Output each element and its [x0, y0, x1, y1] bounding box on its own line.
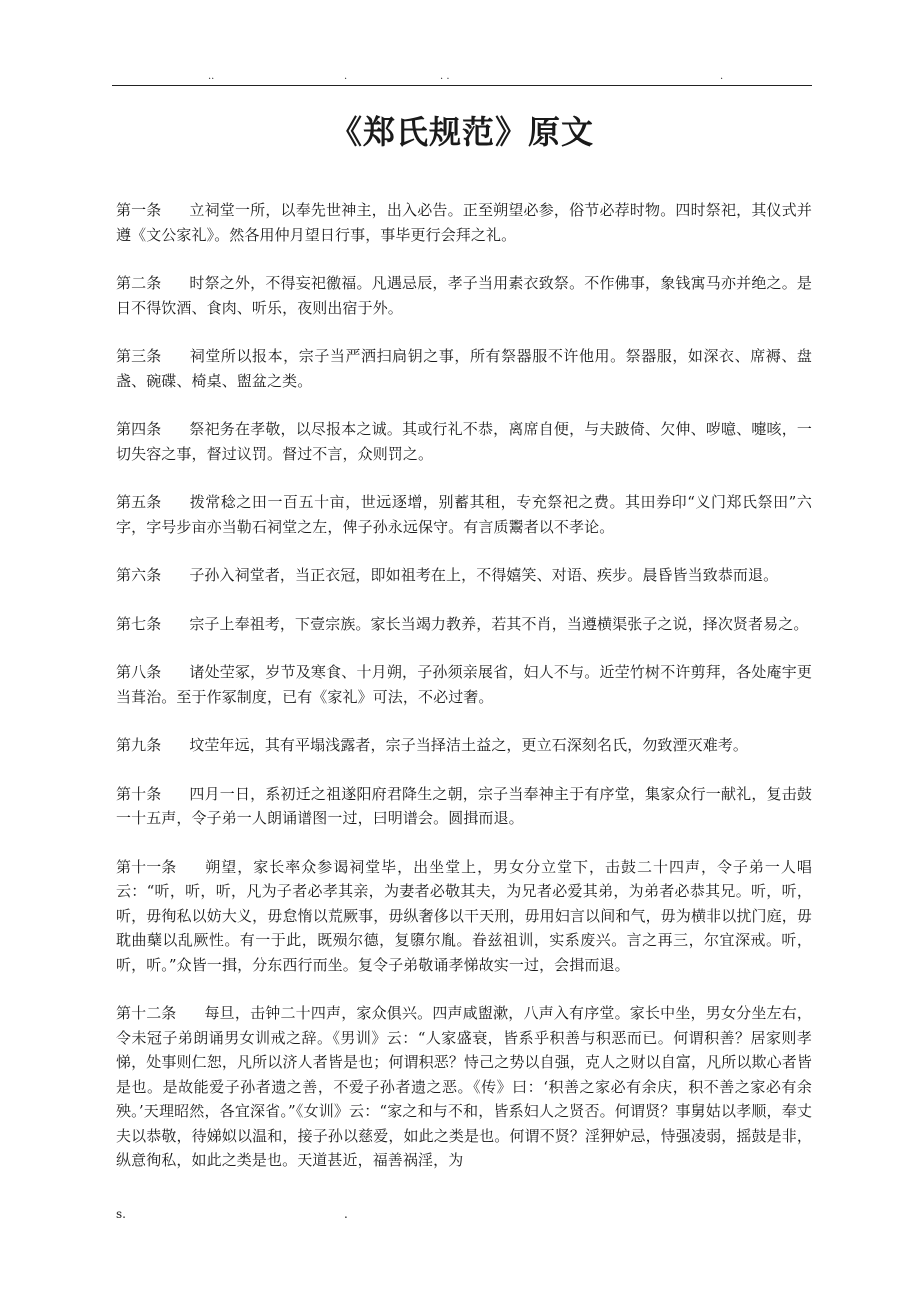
article-number: 第二条 [116, 274, 162, 292]
header-rule [112, 85, 812, 86]
footer-mark: . [344, 1207, 348, 1221]
article-8 [116, 660, 812, 709]
article-text: 坟茔年远，其有平塌浅露者，宗子当择洁土益之，更立石深刻名氏，勿致湮灭难考。 [189, 736, 749, 754]
footer-marks [116, 1206, 416, 1222]
article-text: 朔望，家长率众参谒祠堂毕，出坐堂上，男女分立堂下，击鼓二十四声，令子弟一人唱云：“听，听，听，凡为子者必孝其亲，为妻者必敬其夫，为兄者必爱其弟，为弟者必恭其兄。听，听，听，毋徇私以妨大义，毋怠惰以荒厥事，毋纵奢侈以干天刑，毋用妇言以间和气，毋为横非以扰门庭，毋耽曲蘖以乱厥性。有一于此，既殒尔德，复隳尔胤。眷兹祖训，实系废兴。言之再三，尔宜深戒。听，听，听。”众皆一揖，分东西行而坐。复令子弟敬诵孝悌故实一过，会揖而退。 [116, 857, 812, 974]
footer-mark: s. [116, 1207, 126, 1221]
article-number: 第十条 [116, 784, 162, 803]
article-text: 诸处茔冢，岁节及寒食、十月朔，子孙须亲展省，妇人不与。近茔竹树不许剪拜，各处庵宇更当葺治。至于作冢制度，已有《家礼》可法，不必过奢。 [116, 663, 812, 706]
article-9 [116, 733, 812, 758]
header-mark: . [720, 71, 724, 82]
article-2 [116, 271, 812, 320]
article-6 [116, 563, 812, 588]
article-number: 第六条 [116, 566, 162, 584]
article-text: 时祭之外，不得妄祀徼福。凡遇忌辰，孝子当用素衣致祭。不作佛事，象钱寓马亦并绝之。是日不得饮酒、食肉、听乐，夜则出宿于外。 [116, 274, 812, 317]
article-text: 立祠堂一所，以奉先世神主，出入必告。正至朔望必参，俗节必荐时物。四时祭祀，其仪式并遵《文公家礼》。然各用仲月望日行事，事毕更行会拜之礼。 [116, 201, 812, 244]
article-4 [116, 417, 812, 466]
article-list [116, 198, 812, 1197]
article-10 [116, 782, 812, 831]
article-number: 第九条 [116, 736, 162, 754]
article-text: 祭祀务在孝敬，以尽报本之诚。其或行礼不恭，离席自便，与夫跛倚、欠伸、哕噫、嚏咳，一切失容之事，督过议罚。督过不言，众则罚之。 [116, 420, 812, 463]
article-7 [116, 612, 812, 637]
header-mark: . . [440, 71, 450, 82]
header-mark: .. [208, 71, 215, 82]
article-number: 第十一条 [116, 857, 177, 876]
article-text: 拨常稔之田一百五十亩，世远逐增，别蓄其租，专充祭祀之费。其田券印“义门郑氏祭田”六字，字号步亩亦当勒石祠堂之左，俾子孙永远保守。有言质鬻者以不孝论。 [116, 493, 812, 536]
header-mark: . [344, 71, 348, 82]
article-number: 第三条 [116, 347, 162, 365]
page-title: 《郑氏规范》原文 [329, 113, 594, 151]
article-text: 宗子上奉祖考，下壹宗族。家长当竭力教养，若其不肖，当遵横渠张子之说，择次贤者易之。 [189, 614, 809, 633]
article-text: 每旦，击钟二十四声，家众俱兴。四声咸盥漱，八声入有序堂。家长中坐，男女分坐左右，令未冠子弟朗诵男女训戒之辞。《男训》云：“人家盛衰，皆系乎积善与积恶而已。何谓积善？居家则孝悌，处事则仁恕，凡所以济人者皆是也；何谓积恶？恃己之势以自强，克人之财以自富，凡所以欺心者皆是也。是故能爱子孙者遗之善，不爱子孙者遗之恶。《传》曰：‘积善之家必有余庆，积不善之家必有余殃。’天理昭然，各宜深省。”《女训》云：“家之和与不和，皆系妇人之贤否。何谓贤？事舅姑以孝顺，奉丈夫以恭敬，待娣姒以温和，接子孙以慈爱，如此之类是也。何谓不贤？淫狎妒忌，恃强凌弱，摇鼓是非，纵意徇私，如此之类是也。天道甚近，福善祸淫，为 [116, 1004, 812, 1169]
article-11 [116, 855, 812, 978]
article-text: 四月一日，系初迁之祖遂阳府君降生之朝，宗子当奉神主于有序堂，集家众行一献礼，复击鼓一十五声，令子弟一人朗诵谱图一过，曰明谱会。圆揖而退。 [116, 784, 812, 827]
article-12 [116, 1001, 812, 1173]
article-text: 子孙入祠堂者，当正衣冠，即如祖考在上，不得嬉笑、对语、疾步。晨昏皆当致恭而退。 [189, 566, 779, 584]
article-number: 第十二条 [116, 1004, 177, 1022]
article-text: 祠堂所以报本，宗子当严洒扫扃钥之事，所有祭器服不许他用。祭器服，如深衣、席褥、盘盏、碗碟、椅桌、盥盆之类。 [116, 347, 812, 390]
article-number: 第八条 [116, 663, 162, 681]
article-number: 第七条 [116, 614, 162, 633]
article-number: 第一条 [116, 201, 162, 219]
article-number: 第五条 [116, 493, 162, 511]
header-marks [112, 70, 812, 84]
article-1 [116, 198, 812, 247]
article-3 [116, 344, 812, 393]
article-number: 第四条 [116, 420, 162, 438]
article-5 [116, 490, 812, 539]
